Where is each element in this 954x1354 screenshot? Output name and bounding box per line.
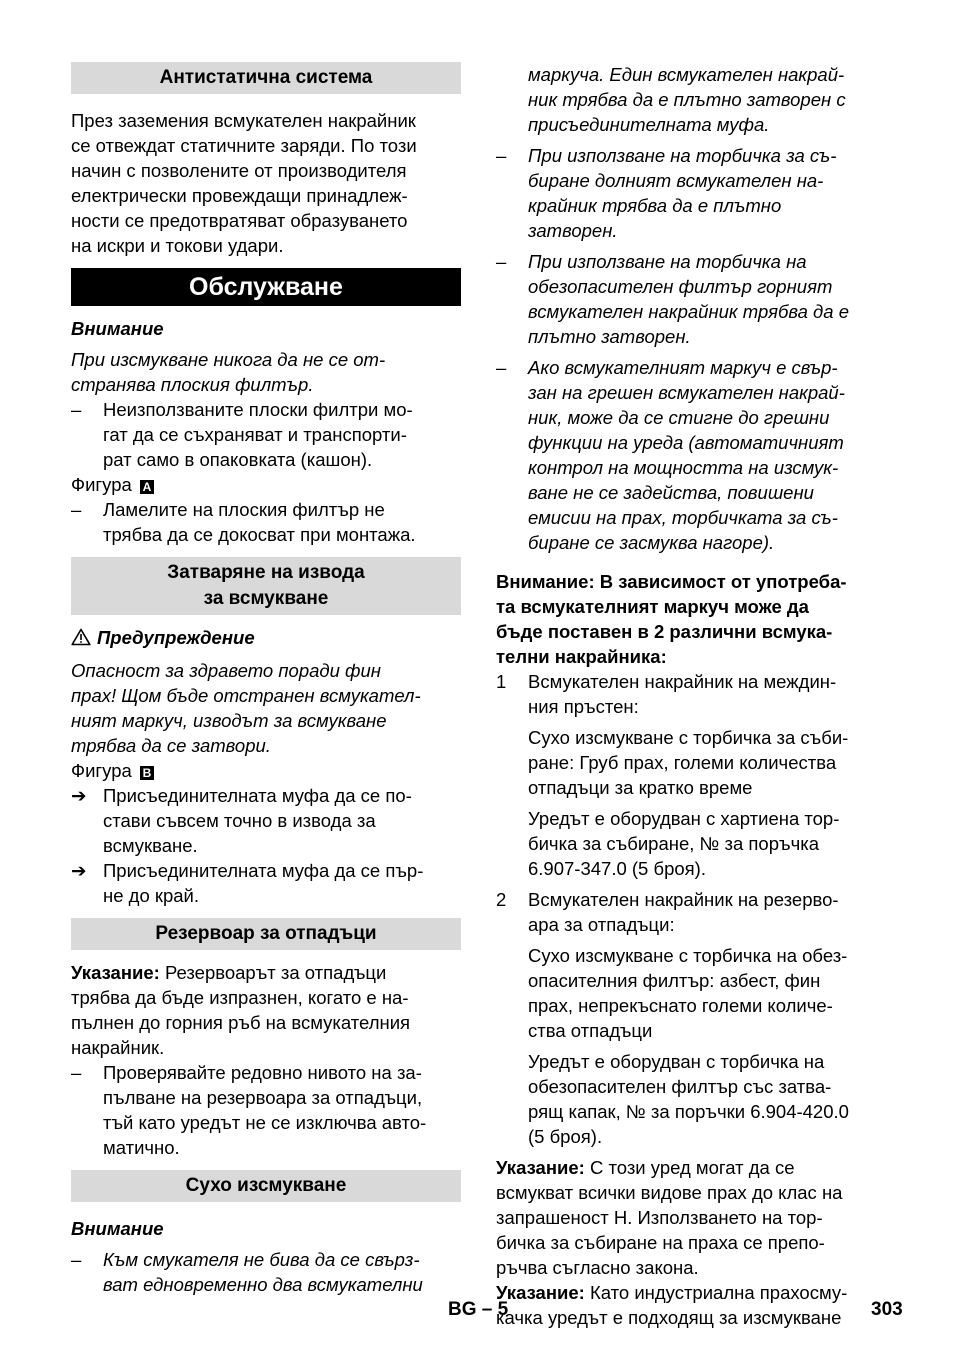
heading-waste-tank: Резервоар за отпадъци — [71, 918, 461, 950]
step-item: ➔ Присъединителната муфа да се пър- не до край. — [71, 860, 424, 906]
antistatic-text: През заземения всмукателен накрайник се отвеждат статичните заряди. По този начин с позволените от производителя електрически провеждащи принадлеж- ности се предотвратяват образуването на искри и токови удари. — [71, 110, 417, 256]
list-item: – Ламелите на плоския филтър не трябва да се докосват при монтажа. — [71, 499, 416, 545]
numbered-item: 2 Всмукателен накрайник на резерво- ара за отпадъци: — [496, 889, 839, 935]
page-number: 303 — [871, 1299, 903, 1320]
warning-text: Опасност за здравето поради фин прах! Щом бъде отстранен всмукател- ният маркуч, изводът за всмукване трябва да се затвори. — [71, 660, 421, 756]
section-title-maintenance: Обслужване — [71, 268, 461, 306]
footer-section-label: BG – 5 — [448, 1299, 509, 1320]
list-item: – Неизползваните плоски филтри мо- гат да се съхраняват и транспорти- рат само в опаковката (кашон). — [71, 399, 413, 470]
list-item: – Ако всмукателният маркуч е свър- зан на грешен всмукателен накрай- ник, може да се стигне до грешни функции на уреда (автоматичният контрол на мощността на изсмук- ване не се задейства, повишени емисии на прах, торбичката за съ- биране се засмуква нагоре). — [496, 357, 845, 553]
heading-dry-vacuuming: Сухо изсмукване — [71, 1170, 461, 1202]
arrow-icon: ➔ — [71, 860, 87, 881]
bold-note: Внимание: В зависимост от употреба- та всмукателният маркуч може да бъде поставен в 2 различни всмука- телни накрайника: — [496, 571, 847, 667]
figure-badge-b: B — [140, 766, 154, 780]
heading-closing-outlet: Затваряне на извода за всмукване — [71, 557, 461, 615]
tank-note: Указание: Резервоарът за отпадъци трябва да бъде изпразнен, когато е на- пълнен до горния ръб на всмукателния накрайник. — [71, 962, 411, 1058]
right-column — [496, 62, 888, 1330]
continued-text: маркуча. Един всмукателен накрай- ник трябва да е плътно затворен с присъединителната муфа. — [528, 64, 846, 135]
attention-text: При изсмукване никога да не се от- странява плоския филтър. — [71, 349, 386, 395]
figure-ref-b: Фигура B — [71, 758, 461, 783]
attention-label: Внимание — [71, 318, 164, 339]
note-paragraph: Указание: С този уред могат да се всмукват всички видове прах до клас на запрашеност H. Използването на тор- бичка за събиране на праха се препо- ръчва съгласно закона. — [496, 1157, 843, 1278]
numbered-item-paragraph: Уредът е оборудван с хартиена тор- бичка за събиране, № за поръчка 6.907-347.0 (5 броя). — [528, 808, 840, 879]
list-item: – При използване на торбичка на обезопасителен филтър горният всмукателен накрайник трябва да е плътно затворен. — [496, 251, 849, 347]
numbered-item: 1 Всмукателен накрайник на междин- ния пръстен: — [496, 671, 837, 717]
list-item: – Проверявайте редовно нивото на за- пълване на резервоара за отпадъци, тъй като уредът не се изключва авто- матично. — [71, 1062, 427, 1158]
figure-ref-a: Фигура A — [71, 472, 461, 497]
list-item: – Към смукателя не бива да се свърз- ват едновременно два всмукателни — [71, 1249, 423, 1295]
heading-antistatic: Антистатична система — [71, 62, 461, 94]
numbered-item-paragraph: Сухо изсмукване с торбичка на обез- опасителния филтър: азбест, фин прах, непрекъснато големи количе- ства отпадъци — [528, 945, 848, 1041]
warning-label: Предупреждение — [71, 625, 461, 652]
warning-triangle-icon — [71, 627, 91, 652]
note-paragraph: Указание: Като индустриална прахосму- качка уредът е подходящ за изсмукване — [496, 1282, 848, 1328]
figure-badge-a: A — [140, 480, 154, 494]
numbered-item-paragraph: Сухо изсмукване с торбичка за съби- ране: Груб прах, големи количества отпадъци за кратко време — [528, 727, 849, 798]
numbered-item-paragraph: Уредът е оборудван с торбичка на обезопасителен филтър със затва- рящ капак, № за поръчки 6.904-420.0 (5 броя). — [528, 1051, 849, 1147]
list-item: – При използване на торбичка за съ- биране долният всмукателен на- крайник трябва да е плътно затворен. — [496, 145, 837, 241]
left-column — [71, 62, 461, 1297]
step-item: ➔ Присъединителната муфа да се по- стави съвсем точно в извода за всмукване. — [71, 785, 412, 856]
arrow-icon: ➔ — [71, 785, 87, 806]
attention-label: Внимание — [71, 1218, 164, 1239]
